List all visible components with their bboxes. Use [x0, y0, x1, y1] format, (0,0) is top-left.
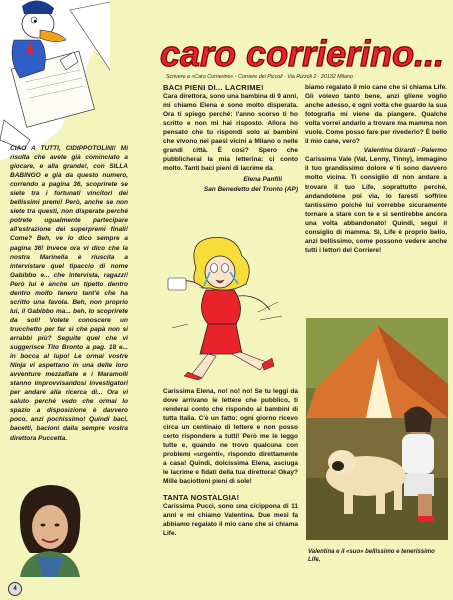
- letter-text-1: Cara direttora, sono una bambina di 9 anni, mi chiamo Elena e sono molto disperata. Ora ti spiego perché: l'anno scorso ti ho scritto e non mi hai risposto. Allora ho pensato che tu rispondi solo ai bambini che vivono nei paesi vicini a Milano o nelle grandi città. È così? Spero che pubblicherai la mia letterina: ci conto molto. Tanti baci pieni di lacrime da: [163, 93, 298, 173]
- page-number: 4: [8, 582, 22, 596]
- letter-reply-text-1: Carissima Elena, no! no! no! Se tu leggi da dove arrivano le lettere che pubblico, ti renderai conto che rispondo ai bambini di tutta Italia. C'è un fatto: ogni giorno ricevo circa un centinaio di lettere e non posso certo rispondere a tutti! Però me le leggo tutte e, quando ne trovo qualcuna con problemi «urgenti», rispondo direttamente a casa! Quindi, dolcissima Elena, asciuga le lacrime e fidati della tua direttora! Okay? Mille baciottoni pieni di sole!: [163, 388, 298, 486]
- letter-heading-1: BACI PIENI DI... LACRIME!: [163, 83, 264, 92]
- masthead-title: [158, 28, 448, 76]
- letter-column-2: [305, 83, 447, 255]
- letter-heading-2: TANTA NOSTALGIA!: [163, 492, 240, 502]
- girl-with-dog-photo: [306, 318, 448, 540]
- letter-text-2-continued: biamo regalato il mio cane che si chiama Life. Gli volevo tanto bene, anzi gliene voglio anche adesso, e ogni volta che guardo la sua fotografia mi viene da piangere. Qualche volta vorrei andarlo a trovare ma mamma non vuole. Come posso fare per rivederlo? È bello il mio cane, vero?: [305, 84, 447, 146]
- editor-portrait-photo: [14, 481, 86, 577]
- editorial-column: [10, 144, 128, 443]
- letter-reply-text-2: Carissima Vale (Val, Lenny, Tinny), immagino il tuo grandissimo dolore e ti sono davvero molto vicina. Ti consiglio di non andare a trovare il tuo Life, soprattutto perché, andandotene poi via, lo faresti soffrire tantissimo poiché lui vorrebbe sicuramente tornare a stare con te e si sentirebbe ancora una volta abbandonato! Quindi, segui il consiglio di mamma. Sì, Life è proprio bello, anzi bellissimo, come possono vedere anche tutti i lettori del Corriere!: [305, 156, 447, 254]
- address-line: Scrivere a «Caro Corrierino» - Corriere dei Piccoli · Via Rizzoli 2 · 20132 Milano: [166, 74, 353, 80]
- letter-signature-place: San Benedetto del Tronto (AP): [203, 185, 298, 193]
- crying-girl-illustration: [158, 232, 293, 380]
- letter-text-2: Carissima Pucci, sono una cicippona di 11 anni e mi chiamo Valentina. Due mesi fa abbiamo regalato il mio cane che si chiama Life.: [163, 502, 298, 537]
- photo-caption: Valentina e il «suo» bellissimo e tenerissimo Life.: [308, 549, 435, 563]
- letter-signature-2: Valentina Girardi - Palermo: [363, 147, 447, 155]
- letter-signature-name: Elena Panfili: [243, 176, 282, 184]
- letter-column-1: [163, 83, 298, 194]
- letter-reply-column-1: [163, 387, 298, 538]
- duck-mascot-illustration: [0, 0, 110, 160]
- editorial-text: CIAO A TUTTI, CIDIPPOTOLINI! Mi risulta che avete già cominciato a giocare, e alla grande!, con SILLA BABINGO e già da questo numero, correndo a pagina 36, scoprirete se siete tra i fortunati vincitori dei bellissimi premi! Però, anche se non siete tra questi, non disperate perché potrete ugualmente partecipare all'estrazione dei superpremi finali! Come? Beh, ve lo dico sempre a pagina 36! Invece ora vi dico che la nostra Marinella è riuscita a intervistare quel tipaccio di nome Gabibbo e... che intervista, ragazzi! Però lui è anche un tipetto dentro dentro molto tenero tant'è che ha scritto una favola. Beh, non proprio lui, il Gabibbo ma... beh, lo scoprirete da soli! Volete conoscere un trucchetto per far sì che papà non si arrabbi più? Seguite quel che vi suggerisce Tito Bronto a pag. 18 e... in bocca al lupo! Le ormai vostre Ninja vi aspettano in una delle loro avventure mezzafiate e i Maramolli stanno improvvisandosi investigatori per andare alla ricerca di... Ora vi saluto perché vedo che ormai lo spazio a disposizione è davvero poco, anzi pochissimo! Quindi baci, bacetti, bacioni dalla sempre vostra direttora Puccetta.: [10, 145, 128, 442]
- masthead-title-text: caro corrierino...: [160, 33, 445, 74]
